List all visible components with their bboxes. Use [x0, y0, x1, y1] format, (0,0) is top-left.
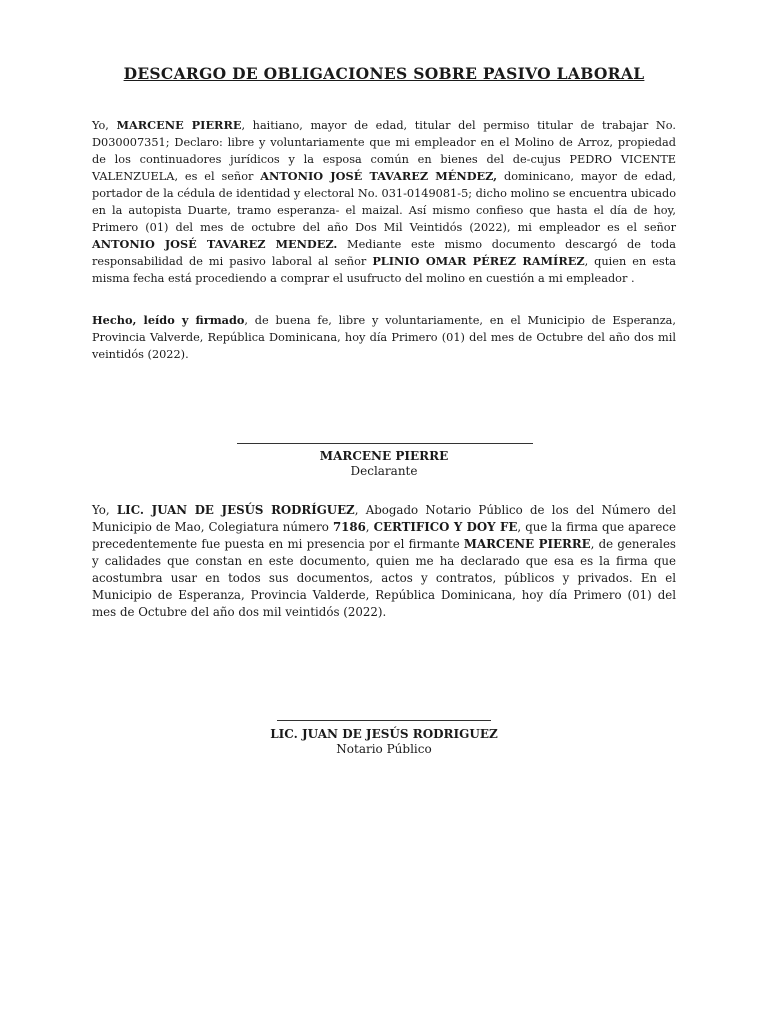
declarant-role: Declarante [350, 464, 418, 478]
bold-text-segment: MARCENE PIERRE [116, 118, 242, 132]
notary-name: LIC. JUAN DE JESÚS RODRIGUEZ [270, 727, 498, 741]
text-segment: , haitiano, mayor de edad, titular del permiso titular de trabajar No. D030007351; Declaro: libre y voluntariamente que mi empleador en el Molino de Arroz, propiedad de los continuadores jurídicos y la esposa común en bienes del de-cujus PEDRO VICENTE VALENZUELA, es el señor [92, 119, 676, 183]
text-segment: , que la firma que aparece precedentemente fue puesta en mi presencia por el firmante [92, 520, 677, 551]
text-segment: Mediante este mismo documento descargó de toda responsabilidad de mi pasivo laboral al señor [92, 238, 676, 268]
notary-signature-line [277, 720, 491, 721]
bold-text-segment: Hecho, leído y firmado [92, 313, 245, 327]
declarant-name: MARCENE PIERRE [319, 449, 449, 463]
text-segment: , quien en esta misma fecha está procediendo a comprar el usufructo del molino en cuestión a mi empleador . [92, 255, 676, 285]
bold-text-segment: CERTIFICO Y DOY FE [373, 520, 518, 534]
text-segment: , de buena fe, libre y voluntariamente, en el Municipio de Esperanza, Provincia Valverde, República Dominicana, hoy día Primero (01) del mes de Octubre del año dos mil veintidós (2022). [92, 314, 676, 361]
text-segment: dominicano, mayor de edad, portador de la cédula de identidad y electoral No. 031-0149081-5; dicho molino se encuentra ubicado en la autopista Duarte, tramo esperanza- el maizal. Así mismo confieso que hasta el día de hoy, Primero (01) del mes de octubre del año Dos Mil Veintidós (2022), mi empleador es el señor [92, 170, 677, 234]
bold-text-segment: ANTONIO JOSÉ TAVAREZ MÉNDEZ, [260, 169, 498, 183]
declarant-signature-line [237, 443, 533, 444]
bold-text-segment: PLINIO OMAR PÉREZ RAMÍREZ [372, 254, 585, 268]
declaration-paragraph [92, 117, 676, 287]
bold-text-segment: 7186 [332, 520, 366, 534]
bold-text-segment: ANTONIO JOSÉ TAVAREZ MENDEZ. [92, 237, 338, 251]
bold-text-segment: LIC. JUAN DE JESÚS RODRÍGUEZ [116, 503, 355, 517]
text-segment: Yo, [92, 503, 117, 517]
document-title: DESCARGO DE OBLIGACIONES SOBRE PASIVO LABORAL [123, 64, 645, 83]
text-segment: , de generales y calidades que constan en este documento, quien me ha declarado que esa es la firma que acostumbra usar en todos sus documentos, actos y contratos, públicos y privados. En el Municipio de Esperanza, Provincia Valderde, República Dominicana, hoy día Primero (01) del mes de Octubre del año dos mil veintidós (2022). [92, 537, 676, 619]
notary-certification-paragraph [92, 502, 676, 621]
text-segment: Yo, [92, 119, 117, 132]
text-segment: , Abogado Notario Público de los del Número del Municipio de Mao, Colegiatura número [92, 503, 676, 534]
text-segment: , [365, 520, 374, 534]
notary-role: Notario Público [336, 742, 432, 756]
signed-statement-paragraph [92, 312, 676, 363]
bold-text-segment: MARCENE PIERRE [463, 537, 591, 551]
